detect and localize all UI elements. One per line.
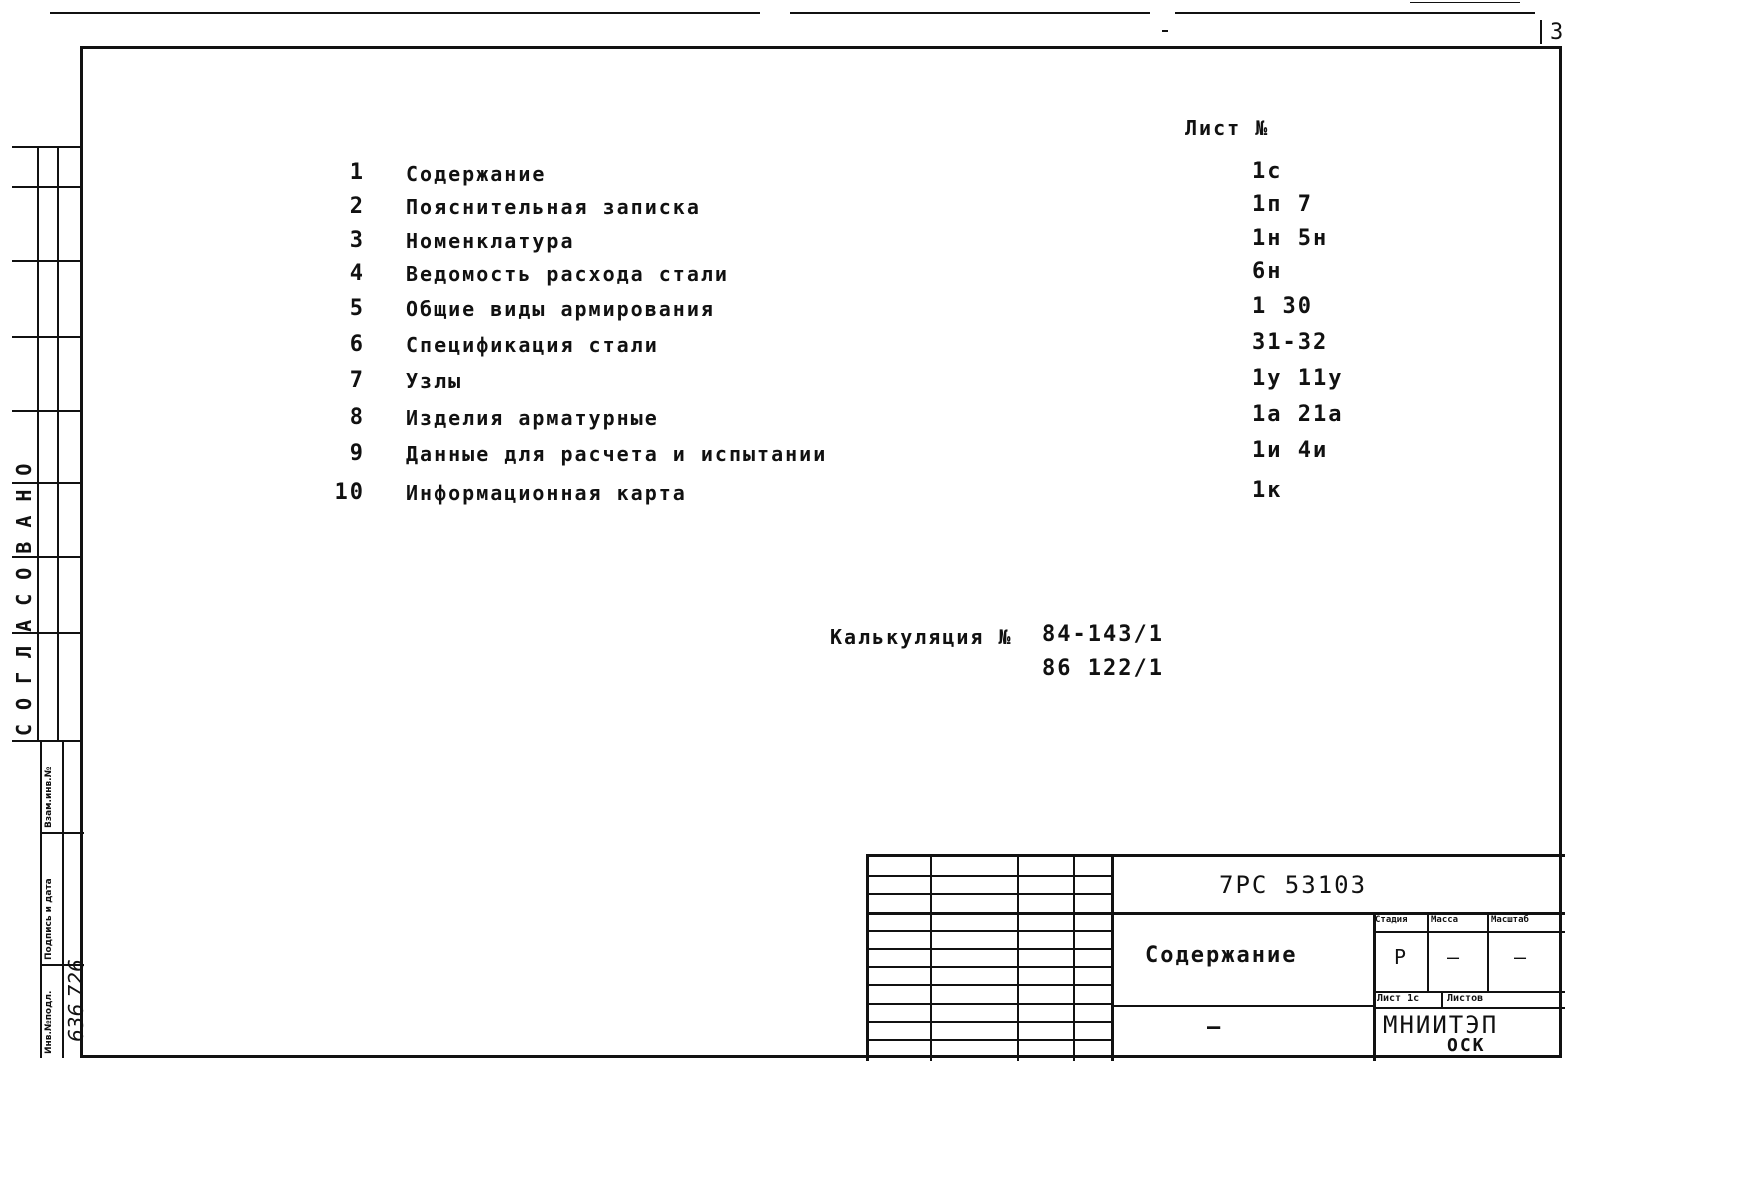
toc-sheet: 1и 4и <box>1252 438 1329 463</box>
inv-orig-label: Инв.№подл. <box>44 990 54 1054</box>
toc-number: 7 <box>349 368 365 393</box>
toc-title: Пояснительная записка <box>406 195 701 219</box>
organization-name: МНИИТЭП <box>1383 1011 1499 1039</box>
toc-sheet: 31-32 <box>1252 330 1329 355</box>
sheet-column-header: Лист № <box>1185 116 1270 140</box>
toc-sheet: 1у 11у <box>1252 366 1344 391</box>
toc-sheet: 1к <box>1252 478 1283 503</box>
toc-title: Изделия арматурные <box>406 406 659 430</box>
toc-number: 1 <box>349 160 365 185</box>
stage-value: Р <box>1394 945 1409 969</box>
document-code: 7РС 53103 <box>1219 871 1368 899</box>
sheet-label: Лист 1с <box>1377 993 1420 1004</box>
toc-title: Спецификация стали <box>406 333 659 357</box>
stage-label: Стадия <box>1375 915 1408 925</box>
toc-sheet: 1н 5н <box>1252 226 1329 251</box>
toc-number: 3 <box>349 228 365 253</box>
toc-number: 6 <box>349 332 365 357</box>
title-dash: — <box>1207 1015 1223 1040</box>
toc-title: Данные для расчета и испытании <box>406 442 828 466</box>
toc-number: 4 <box>349 261 365 286</box>
sheets-label: Листов <box>1447 993 1484 1004</box>
toc-title: Номенклатура <box>406 229 575 253</box>
inv-number: 636 726 <box>64 959 88 1042</box>
toc-number: 8 <box>349 405 365 430</box>
toc-sheet: 1а 21а <box>1252 402 1344 427</box>
toc-sheet: 1 30 <box>1252 294 1313 319</box>
page-number: 3 <box>1550 20 1566 45</box>
calculation-number-2: 86 122/1 <box>1042 656 1164 681</box>
toc-title: Узлы <box>406 369 463 393</box>
title-block <box>866 854 1565 1061</box>
approved-text: СОГЛАСОВАНО <box>12 449 36 736</box>
toc-title: Содержание <box>406 162 547 186</box>
toc-sheet: 6н <box>1252 259 1283 284</box>
scale-value: — <box>1514 945 1529 969</box>
toc-number: 10 <box>334 480 365 505</box>
toc-number: 9 <box>349 441 365 466</box>
toc-title: Ведомость расхода стали <box>406 262 729 286</box>
toc-sheet: 1п 7 <box>1252 192 1313 217</box>
document-title: Содержание <box>1145 943 1298 968</box>
calculation-number-1: 84-143/1 <box>1042 622 1164 647</box>
scale-label: Масштаб <box>1491 915 1529 925</box>
mass-value: — <box>1447 945 1462 969</box>
swap-inv-label: Взам.инв.№ <box>44 766 54 828</box>
toc-title: Общие виды армирования <box>406 297 715 321</box>
toc-title: Информационная карта <box>406 481 687 505</box>
sign-date-label: Подпись и дата <box>44 878 54 960</box>
approval-margin <box>12 146 82 742</box>
calculation-label: Калькуляция № <box>830 625 1013 649</box>
toc-number: 2 <box>349 194 365 219</box>
mass-label: Масса <box>1431 915 1459 925</box>
organization-sub: ОСК <box>1447 1035 1486 1056</box>
toc-sheet: 1с <box>1252 159 1283 184</box>
inventory-stamp <box>40 742 88 1058</box>
toc-number: 5 <box>349 296 365 321</box>
